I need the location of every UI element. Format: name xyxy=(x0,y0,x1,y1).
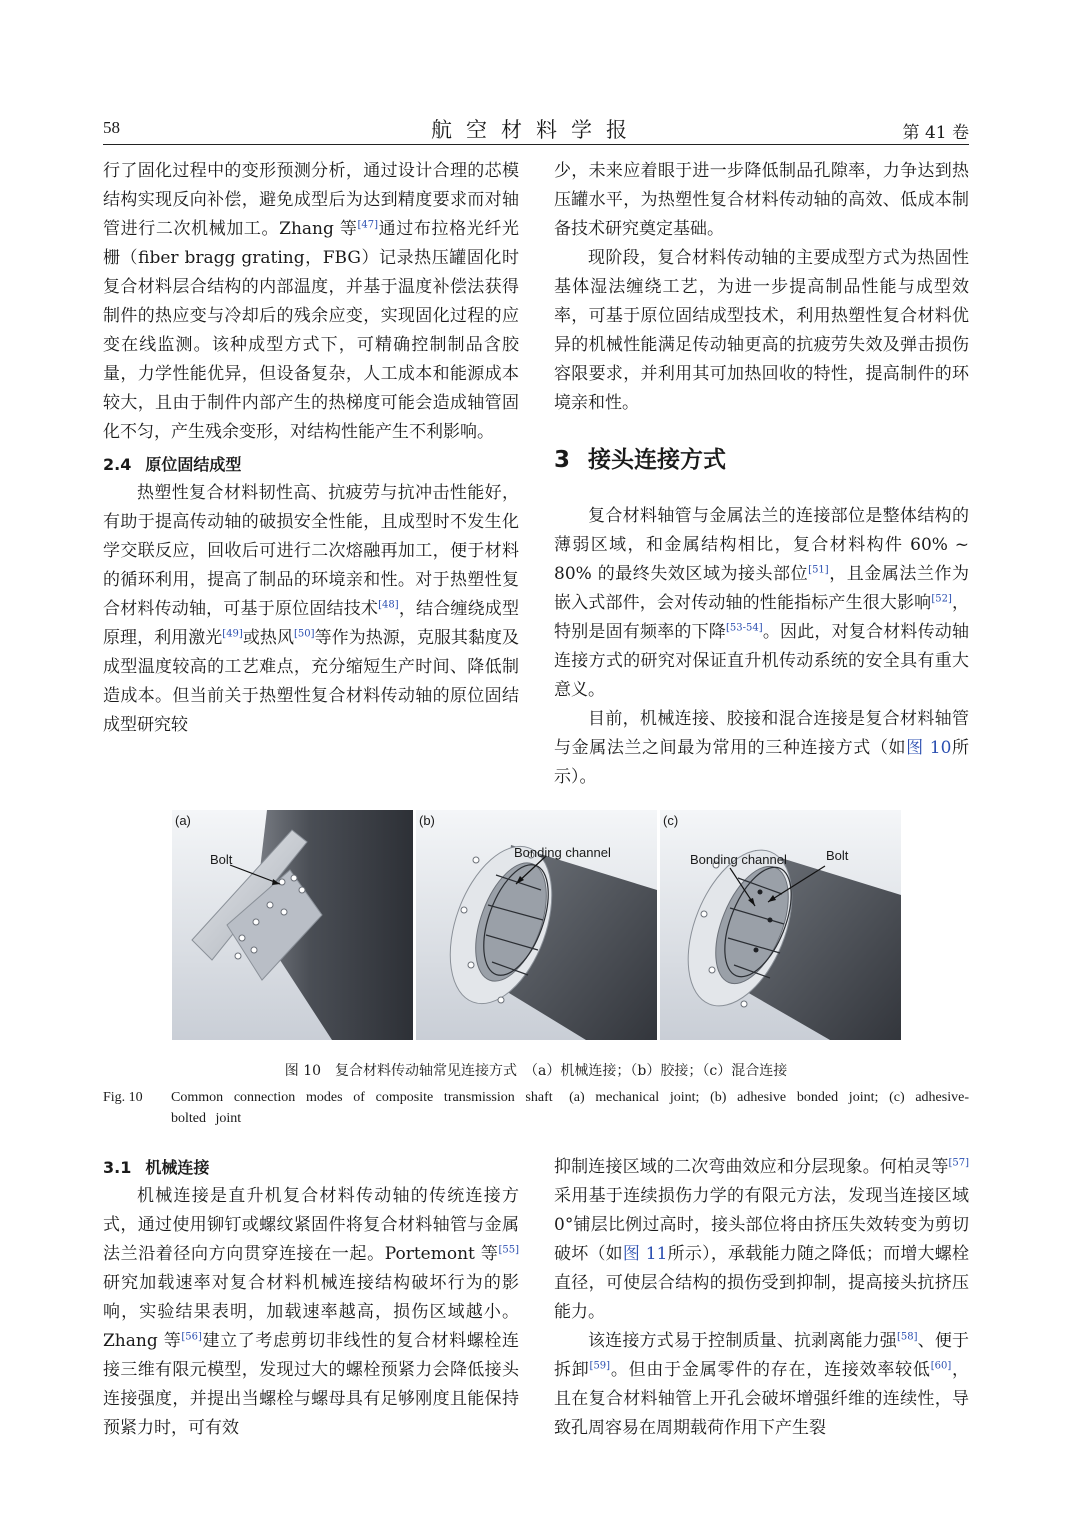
citation[interactable]: [52] xyxy=(931,593,952,605)
paragraph: 现阶段，复合材料传动轴的主要成型方式为热固性基体湿法缠绕工艺，为进一步提高制品性能与成型效率，可基于原位固结成型技术，利用热塑性复合材料优异的机械性能满足传动轴更高的抗疲劳失效及弹击损伤容限要求，并利用其可加热回收的特性，提高制件的环境亲和性。 xyxy=(554,248,969,413)
paragraph: 抑制连接区域的二次弯曲效应和分层现象。何柏灵等[57]采用基于连续损伤力学的有限元方法，发现当连接区域 0°铺层比例过高时，接头部位将由挤压失效转变为剪切破坏（如图 11所示），承载能力随之降低；而增大螺栓直径，可使层合结构的损伤受到抑制，提高接头抗挤压能力。 xyxy=(554,1157,970,1322)
figure-caption-en xyxy=(103,1087,969,1129)
paragraph: 该连接方式易于控制质量、抗剥离能力强[58]、便于拆卸[59]。但由于金属零件的存在，连接效率较低[60]，且在复合材料轴管上开孔会破坏增强纤维的连续性，导致孔周容易在周期载荷作用下产生裂 xyxy=(554,1331,970,1438)
paragraph: 机械连接是直升机复合材料传动轴的传统连接方式，通过使用铆钉或螺纹紧固件将复合材料轴管与金属法兰沿着径向方向贯穿连接在一起。Portemont 等[55]研究加载速率对复合材料机械连接结构破坏行为的影响，实验结果表明，加载速率越高，损伤区域越小。Zhang 等[56]建立了考虑剪切非线性的复合材料螺栓连接三维有限元模型，发现过大的螺栓预紧力会降低接头连接强度，并提出当螺栓与螺母具有足够刚度且能保持预紧力时，可有效 xyxy=(103,1186,520,1438)
panel-c-hybrid-joint xyxy=(660,810,901,1040)
bonding-channel-label: Bonding channel xyxy=(690,852,787,867)
right-column-bottom xyxy=(554,1153,969,1443)
panel-a-mechanical-joint xyxy=(172,810,413,1040)
panel-label: (b) xyxy=(419,813,435,828)
bolt-label: Bolt xyxy=(210,852,233,867)
figure-caption-cn: 图 10 复合材料传动轴常见连接方式 （a）机械连接；（b）胶接；（c）混合连接 xyxy=(284,1063,788,1079)
paragraph: 复合材料轴管与金属法兰的连接部位是整体结构的薄弱区域，和金属结构相比，复合材料构件 60% ~ 80% 的最终失效区域为接头部位[51]，且金属法兰作为嵌入式部件，会对传动轴的性能指标产生很大影响[52]，特别是固有频率的下降[53-54]。因此，对复合材料传动轴连接方式的研究对保证直升机传动系统的安全具有重大意义。 xyxy=(554,506,970,700)
panel-label: (a) xyxy=(175,813,191,828)
left-column-bottom xyxy=(103,1153,519,1443)
figure-caption-text: Common connection modes of composite transmission shaft (a) mechanical joint; (b) adhesive bonded joint; (c) adhesive-bolted joint xyxy=(171,1090,969,1126)
citation[interactable]: [55] xyxy=(498,1244,519,1256)
figure-caption-label: Fig. 10 xyxy=(103,1090,143,1105)
journal-title: 航空材料学报 xyxy=(431,118,641,142)
subsection-heading-3-1: 3.1 机械连接 xyxy=(103,1158,210,1177)
paragraph: 目前，机械连接、胶接和混合连接是复合材料轴管与金属法兰之间最为常用的三种连接方式（如图 10所示）。 xyxy=(554,709,969,787)
volume-label: 第 41 卷 xyxy=(902,123,969,143)
bonding-channel-label: Bonding channel xyxy=(514,845,611,860)
citation[interactable]: [60] xyxy=(930,1360,952,1372)
citation[interactable]: [53-54] xyxy=(725,622,763,634)
subsection-heading-2-4: 2.4 原位固结成型 xyxy=(103,455,242,474)
header-rule xyxy=(103,144,969,145)
page-number: 58 xyxy=(103,118,120,137)
figure-link[interactable]: 图 10 xyxy=(906,738,952,758)
panel-b-adhesive-joint xyxy=(416,810,657,1040)
citation[interactable]: [57] xyxy=(948,1157,969,1169)
figure-10 xyxy=(172,810,901,1040)
figure-link[interactable]: 图 11 xyxy=(622,1244,668,1264)
hybrid-joint-illustration xyxy=(660,810,901,1040)
citation[interactable]: [51] xyxy=(808,564,829,576)
mechanical-joint-illustration xyxy=(172,810,413,1040)
paragraph: 行了固化过程中的变形预测分析，通过设计合理的芯模结构实现反向补偿，避免成型后为达到精度要求而对轴管进行二次机械加工。Zhang 等[47]通过布拉格光纤光栅（fiber bragg grating，FBG）记录热压罐固化时复合材料层合结构的内部温度，并基于温度补偿法获得制件的热应变与冷却后的残余应变，实现固化过程的应变在线监测。该种成型方式下，可精确控制制品含胶量，力学性能优异，但设备复杂，人工成本和能源成本较大，且由于制件内部产生的热梯度可能会造成轴管固化不匀，产生残余变形，对结构性能产生不利影响。 xyxy=(103,161,519,442)
citation[interactable]: [50] xyxy=(294,628,315,640)
section-heading-3: 3 接头连接方式 xyxy=(554,447,727,473)
citation[interactable]: [56] xyxy=(181,1331,202,1343)
page-header xyxy=(103,114,969,146)
citation[interactable]: [59] xyxy=(589,1360,611,1372)
citation[interactable]: [49] xyxy=(222,628,243,640)
citation[interactable]: [48] xyxy=(378,599,399,611)
bolt-label: Bolt xyxy=(826,848,849,863)
right-column-top xyxy=(554,157,969,792)
citation[interactable]: [58] xyxy=(896,1331,918,1343)
citation[interactable]: [47] xyxy=(357,219,379,231)
panel-label: (c) xyxy=(663,813,679,828)
paragraph: 热塑性复合材料韧性高、抗疲劳与抗冲击性能好，有助于提高传动轴的破损安全性能，且成型时不发生化学交联反应，回收后可进行二次熔融再加工，便于材料的循环利用，提高了制品的环境亲和性。对于热塑性复合材料传动轴，可基于原位固结技术[48]，结合缠绕成型原理，利用激光[49]或热风[50]等作为热源，克服其黏度及成型温度较高的工艺难点，充分缩短生产时间、降低制造成本。但当前关于热塑性复合材料传动轴的原位固结成型研究较 xyxy=(103,483,520,735)
paragraph: 少，未来应着眼于进一步降低制品孔隙率，力争达到热压罐水平，为热塑性复合材料传动轴的高效、低成本制备技术研究奠定基础。 xyxy=(554,161,969,239)
left-column-top xyxy=(103,157,519,740)
